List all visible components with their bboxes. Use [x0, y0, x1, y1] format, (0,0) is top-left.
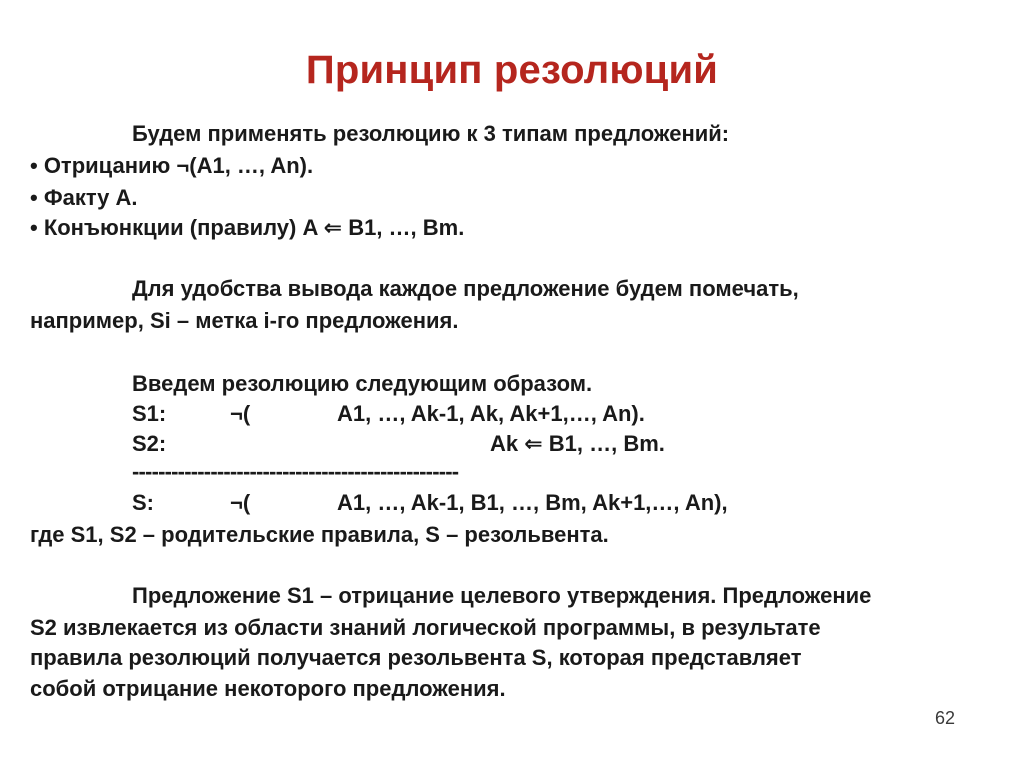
marking-line-2: например, Si – метка i-го предложения.	[30, 308, 459, 333]
resolution-intro: Введем резолюцию следующим образом.	[132, 371, 593, 396]
bullet-conjunction: • Конъюнкции (правилу) A ⇐ B1, …, Bm.	[30, 215, 465, 240]
conclusion-line-2: S2 извлекается из области знаний логической программы, в результате	[30, 615, 821, 640]
intro-text: Будем применять резолюцию к 3 типам предложений:	[132, 121, 730, 146]
s-label: S:	[132, 490, 154, 515]
slide-number: 62	[935, 708, 956, 728]
bullet-negation: • Отрицанию ¬(A1, …, An).	[30, 153, 314, 178]
s-negation: ¬(	[230, 490, 251, 515]
separator-line: --------------------------------------------------	[132, 459, 459, 484]
marking-line-1: Для удобства вывода каждое предложение будем помечать,	[132, 276, 799, 301]
s-args: A1, …, Ak-1, B1, …, Bm, Ak+1,…, An),	[337, 490, 728, 515]
conclusion-line-3: правила резолюций получается резольвента S, которая представляет	[30, 645, 802, 670]
s1-args: A1, …, Ak-1, Ak, Ak+1,…, An).	[337, 401, 645, 426]
conclusion-line-1: Предложение S1 – отрицание целевого утверждения. Предложение	[132, 583, 872, 608]
slide-title: Принцип резолюций	[305, 48, 719, 92]
s1-label: S1:	[132, 401, 167, 426]
s2-rule: Ak ⇐ B1, …, Bm.	[490, 431, 665, 456]
s1-negation: ¬(	[230, 401, 251, 426]
conclusion-line-4: собой отрицание некоторого предложения.	[30, 676, 506, 701]
resolution-note: где S1, S2 – родительские правила, S – резольвента.	[30, 522, 609, 547]
bullet-fact: • Факту A.	[30, 185, 138, 210]
s2-label: S2:	[132, 431, 167, 456]
